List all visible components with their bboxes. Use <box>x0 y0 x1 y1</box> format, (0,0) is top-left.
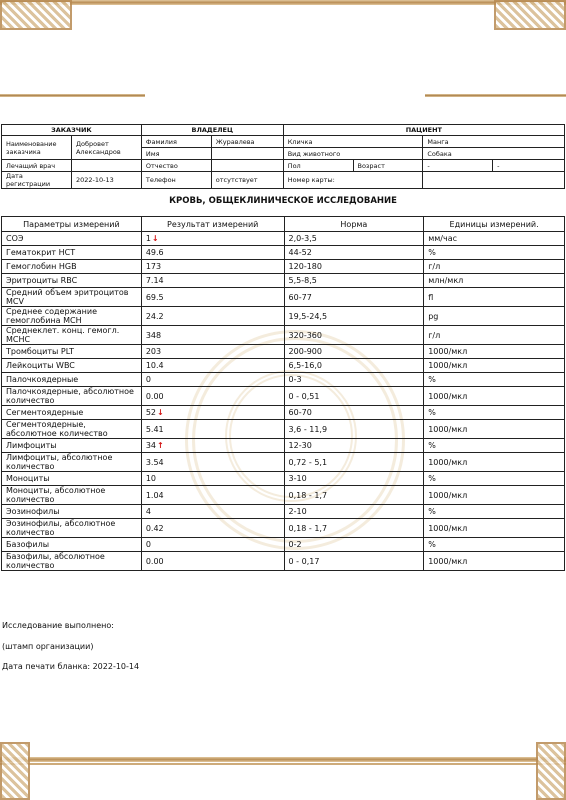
result-row <box>2 453 565 472</box>
result-unit: % <box>424 373 565 387</box>
result-norm: 0,18 - 1,7 <box>284 519 424 538</box>
owner-surname-value: Журавлева <box>211 136 283 148</box>
result-value <box>141 359 284 373</box>
corner-ornament-bottom-right <box>536 742 566 800</box>
result-value <box>141 232 284 246</box>
result-value <box>141 274 284 288</box>
result-unit: % <box>424 505 565 519</box>
result-unit: 1000/мкл <box>424 359 565 373</box>
result-unit: 1000/мкл <box>424 345 565 359</box>
result-norm: 3-10 <box>284 472 424 486</box>
result-value <box>141 420 284 439</box>
result-value <box>141 472 284 486</box>
performed-by-label: Исследование выполнено: <box>2 621 114 630</box>
corner-ornament-bottom-left <box>0 742 30 800</box>
owner-patronymic-value <box>211 160 283 172</box>
owner-patronymic-label: Отчество <box>141 160 211 172</box>
result-row <box>2 246 565 260</box>
result-unit: 1000/мкл <box>424 552 565 571</box>
result-value-text: 5.41 <box>145 424 164 434</box>
phone-value: отсутствует <box>211 172 283 189</box>
result-norm: 320-360 <box>284 326 424 345</box>
customer-name-value: Добровет Александров <box>71 136 141 160</box>
result-norm: 120-180 <box>284 260 424 274</box>
result-value <box>141 307 284 326</box>
result-unit: млн/мкл <box>424 274 565 288</box>
result-norm: 0-2 <box>284 538 424 552</box>
result-value-text: 7.14 <box>145 276 164 285</box>
pet-name-label: Кличка <box>283 136 423 148</box>
arrow-down-icon: ↓ <box>157 408 164 417</box>
result-parameter: Базофилы, абсолютное количество <box>2 552 142 571</box>
result-value-text: 4 <box>145 507 151 516</box>
card-number-value <box>423 172 565 189</box>
result-value-text: 1 <box>145 234 151 243</box>
result-unit: 1000/мкл <box>424 387 565 406</box>
result-parameter: Лейкоциты WBC <box>2 359 142 373</box>
result-value <box>141 538 284 552</box>
stamp-label: (штамп организации) <box>2 642 94 651</box>
result-value <box>141 373 284 387</box>
pet-name-value: Манга <box>423 136 565 148</box>
result-value <box>141 260 284 274</box>
result-value-text: 24.2 <box>145 311 164 321</box>
result-unit: % <box>424 538 565 552</box>
results-body <box>2 232 565 571</box>
result-parameter: Эозинофилы, абсолютное количество <box>2 519 142 538</box>
sex-value: - <box>423 160 493 172</box>
result-norm: 60-77 <box>284 288 424 307</box>
sex-label: Пол <box>283 160 353 172</box>
result-row <box>2 373 565 387</box>
result-row <box>2 232 565 246</box>
result-unit: fl <box>424 288 565 307</box>
result-value-text: 52 <box>145 408 157 417</box>
page-title: КРОВЬ, ОБЩЕКЛИНИЧЕСКОЕ ИССЛЕДОВАНИЕ <box>169 196 397 206</box>
result-row <box>2 519 565 538</box>
result-parameter: Гемоглобин HGB <box>2 260 142 274</box>
result-row <box>2 326 565 345</box>
owner-surname-label: Фамилия <box>141 136 211 148</box>
result-row <box>2 274 565 288</box>
phone-label: Телефон <box>141 172 211 189</box>
result-unit: % <box>424 406 565 420</box>
ornament-rule-left <box>0 94 145 97</box>
result-row <box>2 288 565 307</box>
print-date-label: Дата печати бланка: 2022-10-14 <box>2 662 140 671</box>
result-norm: 2-10 <box>284 505 424 519</box>
age-label: Возраст <box>353 160 423 172</box>
result-norm: 0 - 0,51 <box>284 387 424 406</box>
result-value <box>141 519 284 538</box>
result-value-text: 10 <box>145 474 157 483</box>
owner-firstname-value <box>211 148 283 160</box>
result-parameter: Моноциты <box>2 472 142 486</box>
species-label: Вид животного <box>283 148 423 160</box>
result-parameter: Лимфоциты <box>2 439 142 453</box>
result-norm: 5,5-8,5 <box>284 274 424 288</box>
arrow-down-icon: ↓ <box>151 234 159 243</box>
result-norm: 19,5-24,5 <box>284 307 424 326</box>
result-row <box>2 538 565 552</box>
result-parameter: Тромбоциты PLT <box>2 345 142 359</box>
results-table <box>1 216 565 571</box>
result-value-text: 34 <box>145 441 157 450</box>
result-norm: 0,18 - 1,7 <box>284 486 424 505</box>
result-row <box>2 307 565 326</box>
result-row <box>2 472 565 486</box>
result-norm: 44-52 <box>284 246 424 260</box>
result-value <box>141 439 284 453</box>
result-norm: 0-3 <box>284 373 424 387</box>
result-unit: 1000/мкл <box>424 519 565 538</box>
column-header-unit: Единицы измерений. <box>424 217 565 232</box>
result-row <box>2 486 565 505</box>
customer-header: ЗАКАЗЧИК <box>2 125 142 136</box>
result-row <box>2 505 565 519</box>
result-value-text: 0 <box>145 375 151 384</box>
result-value <box>141 453 284 472</box>
result-value-text: 0.00 <box>145 556 164 566</box>
result-parameter: Сегментоядерные <box>2 406 142 420</box>
owner-firstname-label: Имя <box>141 148 211 160</box>
column-header-parameter: Параметры измерений <box>2 217 142 232</box>
bottom-ornament-line <box>0 763 566 765</box>
arrow-up-icon: ↑ <box>157 441 164 450</box>
result-parameter: Моноциты, абсолютное количество <box>2 486 142 505</box>
doctor-value <box>71 160 141 172</box>
column-header-result: Результат измерений <box>141 217 284 232</box>
result-norm: 6,5-16,0 <box>284 359 424 373</box>
result-parameter: Эозинофилы <box>2 505 142 519</box>
result-value <box>141 326 284 345</box>
age-value: - <box>493 160 565 172</box>
result-value-text: 10.4 <box>145 361 164 370</box>
customer-name-label: Наименование заказчика <box>2 136 72 160</box>
result-row <box>2 552 565 571</box>
result-row <box>2 345 565 359</box>
result-norm: 0,72 - 5,1 <box>284 453 424 472</box>
result-value-text: 0 <box>145 540 151 549</box>
result-value-text: 0.42 <box>145 523 164 533</box>
client-info-table <box>1 124 565 189</box>
result-unit: % <box>424 439 565 453</box>
result-row <box>2 420 565 439</box>
owner-header: ВЛАДЕЛЕЦ <box>141 125 283 136</box>
result-parameter: Лимфоциты, абсолютное количество <box>2 453 142 472</box>
result-parameter: Среднеклет. конц. гемогл. MCHC <box>2 326 142 345</box>
result-value <box>141 387 284 406</box>
result-norm: 3,6 - 11,9 <box>284 420 424 439</box>
result-parameter: Базофилы <box>2 538 142 552</box>
result-parameter: Среднее содержание гемоглобина MCH <box>2 307 142 326</box>
result-value <box>141 505 284 519</box>
result-row <box>2 439 565 453</box>
result-value <box>141 486 284 505</box>
result-value <box>141 288 284 307</box>
result-value <box>141 246 284 260</box>
result-value-text: 69.5 <box>145 292 164 302</box>
result-parameter: Палочкоядерные <box>2 373 142 387</box>
result-value-text: 1.04 <box>145 490 164 500</box>
result-unit: 1000/мкл <box>424 486 565 505</box>
result-row <box>2 260 565 274</box>
result-norm: 200-900 <box>284 345 424 359</box>
result-value-text: 203 <box>145 347 162 356</box>
result-unit: г/л <box>424 326 565 345</box>
result-unit: мм/час <box>424 232 565 246</box>
result-value <box>141 345 284 359</box>
ornament-rule-right <box>425 94 566 97</box>
result-value-text: 348 <box>145 330 162 340</box>
corner-ornament-top-left <box>0 0 72 30</box>
doctor-label: Лечащий врач <box>2 160 72 172</box>
result-parameter: Гематокрит HCT <box>2 246 142 260</box>
result-parameter: Эритроциты RBC <box>2 274 142 288</box>
result-unit: pg <box>424 307 565 326</box>
result-norm: 60-70 <box>284 406 424 420</box>
result-parameter: Палочкоядерные, абсолютное количество <box>2 387 142 406</box>
registration-date-value: 2022-10-13 <box>71 172 141 189</box>
result-value <box>141 406 284 420</box>
result-unit: 1000/мкл <box>424 420 565 439</box>
result-unit: % <box>424 246 565 260</box>
result-parameter: Сегментоядерные, абсолютное количество <box>2 420 142 439</box>
result-value-text: 0.00 <box>145 391 164 401</box>
result-norm: 0 - 0,17 <box>284 552 424 571</box>
result-norm: 2,0-3,5 <box>284 232 424 246</box>
patient-header: ПАЦИЕНТ <box>283 125 564 136</box>
result-value-text: 3.54 <box>145 457 164 467</box>
result-row <box>2 387 565 406</box>
top-ornament-band <box>0 0 566 5</box>
result-parameter: СОЭ <box>2 232 142 246</box>
result-parameter: Средний объем эритроцитов MCV <box>2 288 142 307</box>
bottom-ornament-band <box>0 757 566 762</box>
species-value: Собака <box>423 148 565 160</box>
registration-date-label: Дата регистрации <box>2 172 72 189</box>
result-unit: 1000/мкл <box>424 453 565 472</box>
corner-ornament-top-right <box>494 0 566 30</box>
result-unit: г/л <box>424 260 565 274</box>
card-number-label: Номер карты: <box>283 172 423 189</box>
result-unit: % <box>424 472 565 486</box>
result-value-text: 173 <box>145 262 162 271</box>
result-row <box>2 359 565 373</box>
result-row <box>2 406 565 420</box>
result-value-text: 49.6 <box>145 248 164 257</box>
result-value <box>141 552 284 571</box>
column-header-norm: Норма <box>284 217 424 232</box>
result-norm: 12-30 <box>284 439 424 453</box>
